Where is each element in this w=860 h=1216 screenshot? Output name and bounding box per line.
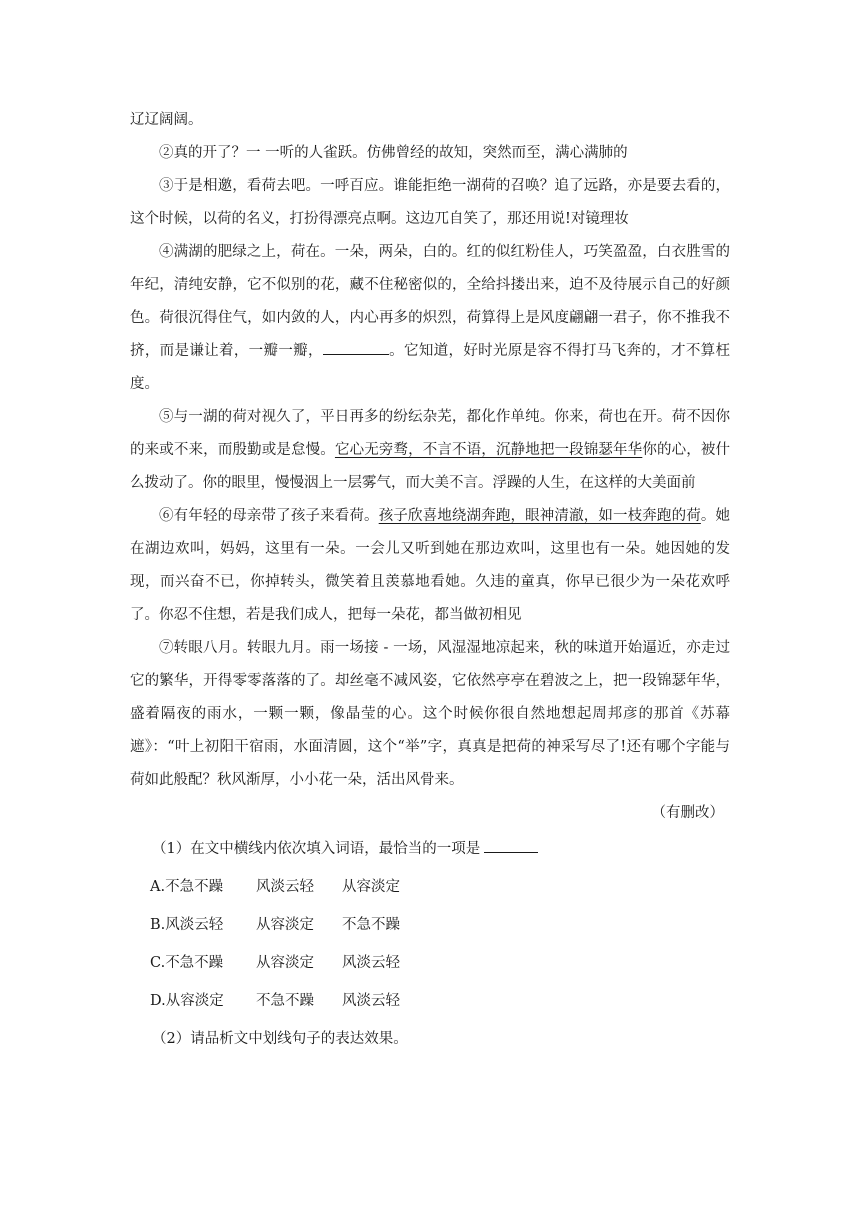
paragraph-text: 你的心，被什么拨动了。你的眼里，慢慢洇上一层雾气，而大美不言。浮躁的人生，在这样的大美面前 [130, 442, 731, 491]
option-letter: D. [150, 993, 166, 1009]
underlined-sentence: 它心无旁骛，不言不语，沉静地把一段锦瑟年华 [334, 442, 643, 458]
option-word: 从容淡定 [165, 993, 224, 1009]
option-first-cell [150, 906, 256, 944]
paragraph-text: 转眼八月。转眼九月。雨一场接 - 一场，风湿湿地凉起来，秋的味道开始逼近，亦走过它的繁华，开得零零落落的了。却丝毫不减风姿，它依然亭亭在碧波之上，把一段锦瑟年华，盛着隔夜的雨水，一颗一颗，像晶莹的心。这个时候你很自然地想起周邦彦的那首《苏幕遮》：“叶上初阳干宿雨，水面清圆，这个“举”字，真真是把荷的神采写尽了!还有哪个字能与荷如此般配？秋风渐厚，小小花一朵，活出风骨来。 [130, 640, 730, 788]
question-1-label: （1）在文中横线内依次填入词语，最恰当的一项是 [152, 841, 481, 857]
fill-in-blank [323, 340, 389, 355]
paragraph-text: 有年轻的母亲带了孩子来看荷。 [173, 508, 379, 524]
paragraph-number: ② [159, 145, 174, 161]
paragraph-2 [130, 137, 730, 170]
option-first-cell [150, 944, 256, 982]
paragraph-number: ⑦ [159, 640, 174, 656]
option-b[interactable] [130, 906, 730, 944]
paragraph-text: 真的开了？一 一听的人雀跃。仿佛曾经的故知，突然而至，满心满肺的 [173, 145, 628, 161]
option-word: 从容淡定 [256, 955, 314, 971]
option-a[interactable] [130, 868, 730, 906]
option-word: 风淡云轻 [256, 879, 314, 895]
underlined-sentence: 孩子欣喜地绕湖奔跑，眼神清澈，如一枝奔跑的荷 [378, 508, 701, 524]
option-word: 风淡云轻 [342, 955, 400, 971]
paragraph-text: 于是相邀，看荷去吧。一呼百应。谁能拒绝一湖荷的召唤？追了远路，亦是要去看的，这个时候，以荷的名义，打扮得漂亮点啊。这边兀自笑了，那还用说!对镜理妆 [130, 178, 731, 227]
option-letter: B. [150, 917, 166, 933]
passage [130, 104, 730, 1058]
option-first-cell [150, 868, 256, 906]
question-2: （2）请品析文中划线句子的表达效果。 [152, 1031, 408, 1047]
paragraph-text: 辽辽阔阔。 [130, 112, 203, 128]
answer-blank[interactable] [484, 838, 538, 853]
paragraph-3 [130, 170, 730, 236]
option-word: 风淡云轻 [165, 917, 224, 933]
paragraph-5 [130, 401, 730, 500]
paragraph-1 [130, 104, 730, 137]
option-d[interactable] [130, 982, 730, 1020]
option-word: 风淡云轻 [342, 993, 400, 1009]
option-c[interactable] [130, 944, 730, 982]
option-letter: C. [150, 955, 166, 971]
option-word: 不急不躁 [165, 879, 224, 895]
option-letter: A. [150, 879, 166, 895]
option-word: 不急不躁 [165, 955, 224, 971]
paragraph-4 [130, 236, 730, 401]
paragraph-text: 满湖的肥绿之上，荷在。一朵，两朵，白的。红的似红粉佳人，巧笑盈盈，白衣胜雪的年纪，清纯安静，它不似别的花，藏不住秘密似的，全给抖搂出来，迫不及待展示自己的好颜色。荷很沉得住气，如内敛的人，内心再多的炽烈，荷算得上是风度翩翩一君子，你不推我不挤，而是谦让着，一瓣一瓣， [130, 244, 731, 359]
paragraph-7 [130, 632, 730, 797]
source-note: （有删改） [651, 805, 724, 821]
paragraph-number: ④ [159, 244, 174, 260]
paragraph-number: ③ [159, 178, 174, 194]
paragraph-text: 与一湖的荷对视久了，平日再多的纷纭杂芜，都化作单纯。你来，荷也在开。荷不因你的来或不来，而殷勤或是怠慢。 [130, 409, 731, 458]
paragraph-6 [130, 500, 730, 632]
option-word: 从容淡定 [256, 917, 314, 933]
question-1 [130, 830, 730, 868]
option-word: 从容淡定 [342, 879, 400, 895]
paragraph-text: 。它知道，好时光原是容不得打马飞奔的，才不算枉度。 [130, 343, 731, 392]
paragraph-text: 。她在湖边欢叫，妈妈，这里有一朵。一会儿又听到她在那边欢叫，这里也有一朵。她因她的发现，而兴奋不已，你掉转头，微笑着且羡慕地看她。久违的童真，你早已很少为一朵花欢呼了。你忍不住想，若是我们成人，把每一朵花，都当做初相见 [130, 508, 731, 623]
option-first-cell [150, 982, 256, 1020]
paragraph-number: ⑥ [159, 508, 174, 524]
option-word: 不急不躁 [256, 993, 314, 1009]
paragraph-number: ⑤ [159, 409, 174, 425]
option-word: 不急不躁 [342, 917, 400, 933]
